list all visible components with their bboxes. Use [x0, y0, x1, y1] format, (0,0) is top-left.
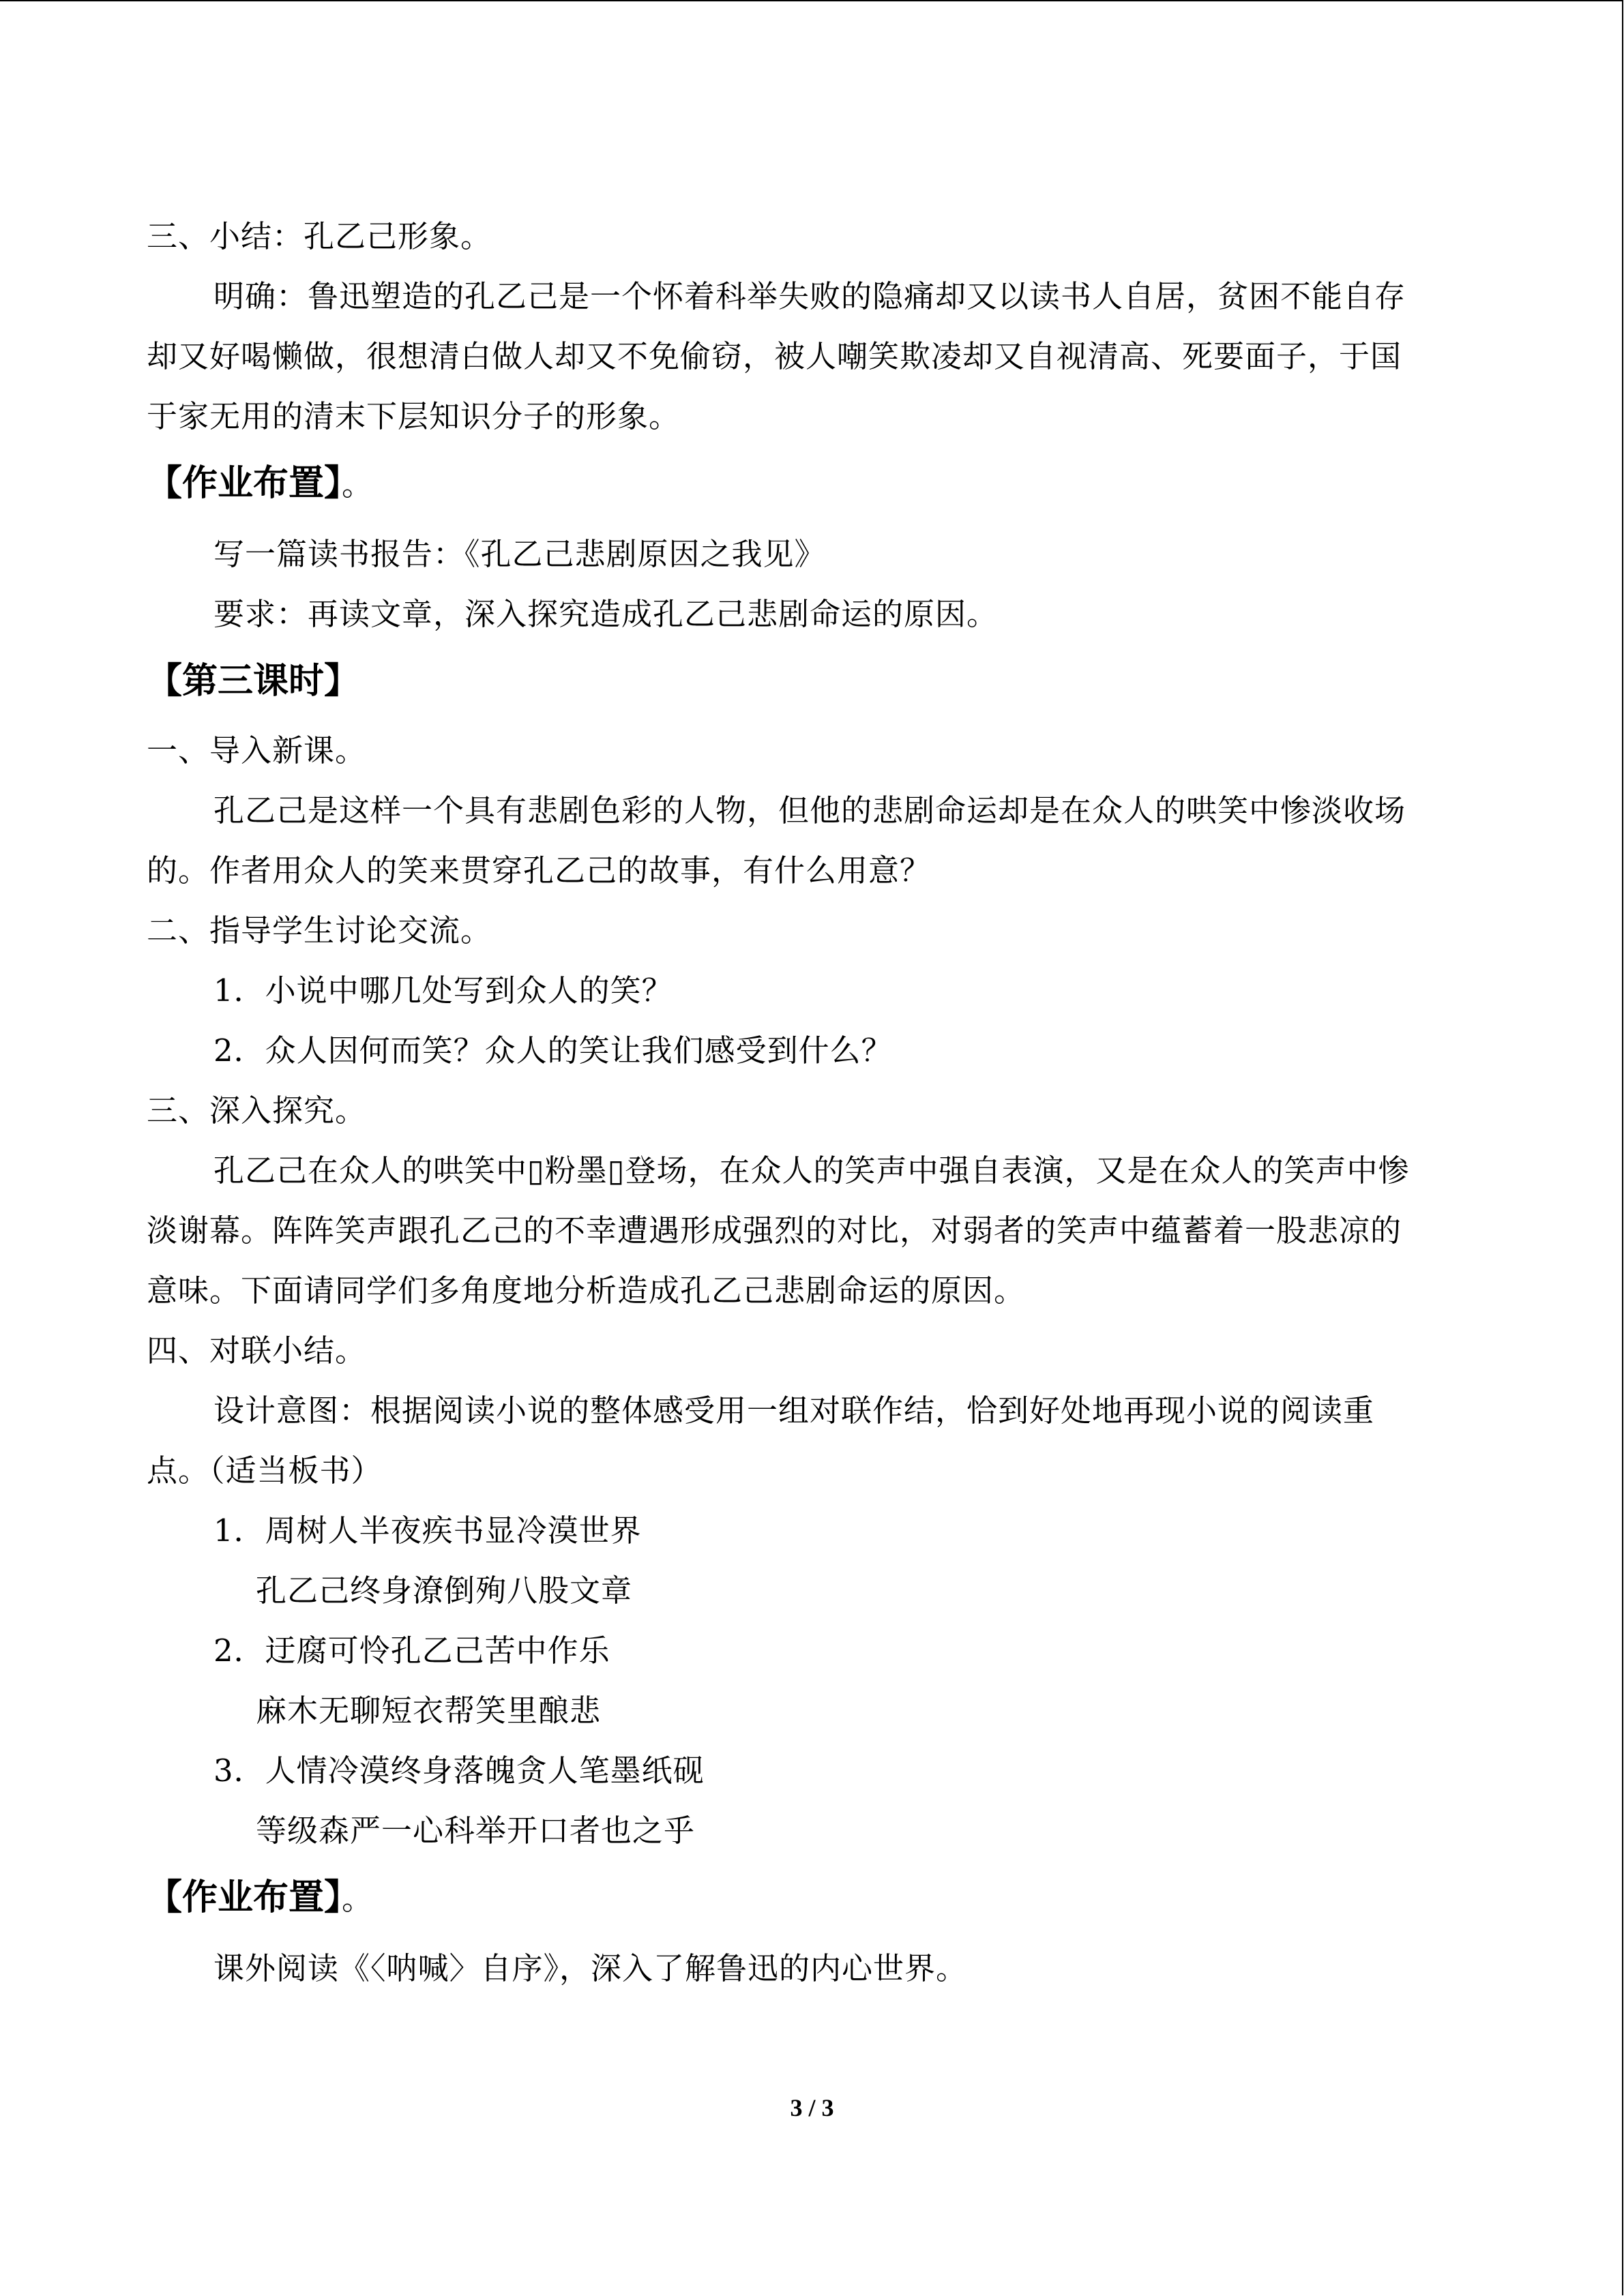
- homework-title-tail: 。: [342, 1881, 373, 1917]
- explore-paragraph-line: 孔乙己在众人的哄笑中▯粉墨▯登场，在众人的笑声中强自表演，又是在众人的笑声中惨: [213, 1152, 1410, 1189]
- document-body: [147, 207, 1456, 1999]
- homework-title-tail: 。: [342, 466, 373, 503]
- explore-paragraph-line: 意味。下面请同学们多角度地分析造成孔乙己悲剧命运的原因。: [147, 1272, 1026, 1309]
- intro-heading: 一、导入新课。: [147, 732, 367, 769]
- intro-paragraph-line: 的。作者用众人的笑来贯穿孔乙己的故事，有什么用意？: [147, 852, 932, 889]
- homework-line: 写一篇读书报告：《孔乙己悲剧原因之我见》: [213, 536, 826, 572]
- couplet-intro-line: 点。（适当板书）: [147, 1452, 383, 1489]
- couplet-second-line: 孔乙己终身潦倒殉八股文章: [256, 1572, 633, 1609]
- discuss-item: 2．众人因何而笑？众人的笑让我们感受到什么？: [213, 1032, 893, 1069]
- couplet-heading: 四、对联小结。: [147, 1332, 367, 1369]
- homework-line: 要求：再读文章，深入探究造成孔乙己悲剧命运的原因。: [213, 596, 999, 632]
- summary-paragraph-line: 于家无用的清末下层知识分子的形象。: [147, 398, 681, 434]
- summary-heading: 三、小结：孔乙己形象。: [147, 218, 492, 254]
- couplet-first-line: 2．迂腐可怜孔乙己苦中作乐: [213, 1632, 610, 1669]
- homework-heading: [147, 451, 1456, 518]
- summary-paragraph-line: 却又好喝懒做，很想清白做人却又不免偷窃，被人嘲笑欺凌却又自视清高、死要面子，于国: [147, 338, 1402, 374]
- couplet-first-line: 3．人情冷漠终身落魄贪人笔墨纸砚: [213, 1753, 705, 1789]
- explore-heading: 三、深入探究。: [147, 1092, 367, 1129]
- homework-line: 课外阅读《〈呐喊〉自序》，深入了解鲁迅的内心世界。: [213, 1950, 968, 1986]
- couplet-first-line: 1．周树人半夜疾书显冷漠世界: [213, 1512, 642, 1549]
- discuss-heading: 二、指导学生讨论交流。: [147, 912, 492, 949]
- intro-paragraph-line: 孔乙己是这样一个具有悲剧色彩的人物，但他的悲剧命运却是在众人的哄笑中惨淡收场: [213, 792, 1406, 829]
- couplet-second-line: 等级森严一心科举开口者也之乎: [256, 1813, 696, 1849]
- couplet-second-line: 麻木无聊短衣帮笑里酿悲: [256, 1693, 602, 1729]
- homework-title: 【作业布置】: [147, 1877, 342, 1918]
- discuss-item: 1．小说中哪几处写到众人的笑？: [213, 972, 673, 1009]
- summary-paragraph-line: 明确：鲁迅塑造的孔乙己是一个怀着科举失败的隐痛却又以读书人自居，贫困不能自存: [213, 278, 1406, 314]
- homework-heading: [147, 1865, 1456, 1932]
- couplet-intro-line: 设计意图：根据阅读小说的整体感受用一组对联作结，恰到好处地再现小说的阅读重: [213, 1392, 1375, 1429]
- lesson-title: 【第三课时】: [147, 660, 360, 702]
- homework-title: 【作业布置】: [147, 462, 342, 504]
- page-number: 3 / 3: [790, 2094, 834, 2121]
- explore-paragraph-line: 淡谢幕。阵阵笑声跟孔乙己的不幸遭遇形成强烈的对比，对弱者的笑声中蕴蓄着一股悲凉的: [147, 1212, 1402, 1249]
